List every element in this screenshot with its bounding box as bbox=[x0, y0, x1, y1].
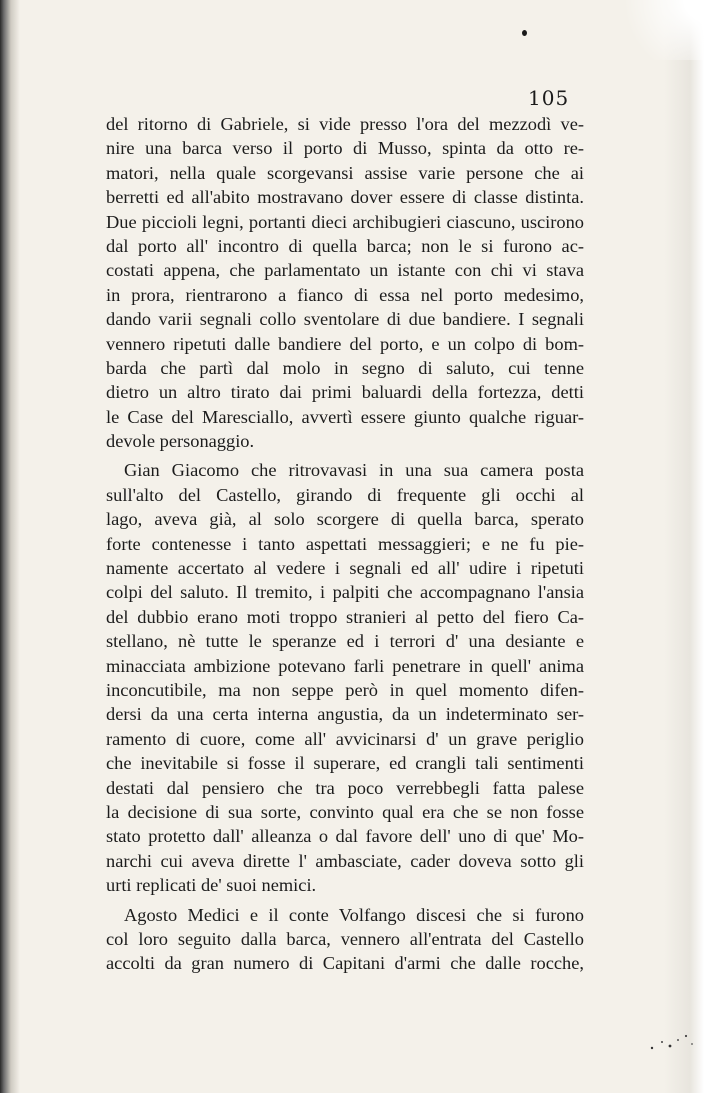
text-line: costati appena, che parlamentato un istante con chi vi stava bbox=[106, 260, 584, 281]
page-corner-highlight bbox=[584, 0, 704, 60]
text-line: la decisione di sua sorte, convinto qual era che se non fosse bbox=[106, 801, 584, 822]
text-line: Due piccioli legni, portanti dieci archibugieri ciascuno, uscirono bbox=[106, 211, 584, 232]
ink-mark bbox=[522, 30, 527, 36]
text-line: del dubbio erano moti troppo stranieri al petto del fiero Ca- bbox=[106, 606, 584, 627]
page-shadow-right bbox=[664, 0, 704, 1093]
text-line: ramento di cuore, come all' avvicinarsi d' un grave periglio bbox=[106, 728, 584, 749]
text-line: berretti ed all'abito mostravano dover essere di classe distinta. bbox=[106, 187, 584, 208]
text-line: dando varii segnali collo sventolare di due bandiere. I segnali bbox=[106, 309, 584, 330]
text-line: stato protetto dall' alleanza o dal favore dell' uno di que' Mo- bbox=[106, 826, 584, 847]
text-line: devole personaggio. bbox=[106, 431, 255, 452]
text-line: barda che partì dal molo in segno di saluto, cui tenne bbox=[106, 357, 584, 378]
paragraph-1 bbox=[106, 112, 584, 453]
text-line: nire una barca verso il porto di Musso, spinta da otto re- bbox=[106, 138, 584, 159]
text-line: dersi da una certa interna angustia, da un indeterminato ser- bbox=[106, 704, 584, 725]
text-line: minacciata ambizione potevano farli penetrare in quell' anima bbox=[106, 655, 584, 676]
text-line: le Case del Maresciallo, avvertì essere giunto qualche riguar- bbox=[106, 406, 584, 427]
text-line: colpi del saluto. Il tremito, i palpiti che accompagnano l'ansia bbox=[106, 582, 584, 603]
text-line: che inevitabile si fosse il superare, ed crangli tali sentimenti bbox=[106, 753, 584, 774]
text-line: matori, nella quale scorgevansi assise varie persone che ai bbox=[106, 162, 584, 183]
text-line: lago, aveva già, al solo scorgere di quella barca, sperato bbox=[106, 509, 584, 530]
page-shadow-left bbox=[0, 0, 20, 1093]
text-line: sull'alto del Castello, girando di frequente gli occhi al bbox=[106, 484, 584, 505]
text-line: vennero ripetuti dalle bandiere del porto, e un colpo di bom- bbox=[106, 333, 584, 354]
text-line: stellano, nè tutte le speranze ed i terrori d' una desiante e bbox=[106, 631, 584, 652]
paragraph-2 bbox=[106, 458, 584, 897]
text-line: Gian Giacomo che ritrovavasi in una sua camera posta bbox=[124, 460, 584, 481]
paper-specks bbox=[640, 1030, 700, 1060]
text-line: del ritorno di Gabriele, si vide presso l'ora del mezzodì ve- bbox=[106, 114, 584, 134]
text-line: inconcutibile, ma non seppe però in quel momento difen- bbox=[106, 679, 584, 700]
text-line: namente accertato al vedere i segnali ed all' udire i ripetuti bbox=[106, 558, 584, 579]
text-line: dal porto all' incontro di quella barca; non le si furono ac- bbox=[106, 235, 584, 256]
paragraph-3 bbox=[106, 903, 584, 976]
page-number: 105 bbox=[528, 86, 570, 110]
text-line: forte contenesse i tanto aspettati messaggieri; e ne fu pie- bbox=[106, 533, 584, 554]
text-line: in prora, rientrarono a fianco di essa nel porto medesimo, bbox=[106, 284, 584, 305]
text-line: accolti da gran numero di Capitani d'armi che dalle rocche, bbox=[106, 953, 584, 974]
page-text bbox=[106, 112, 584, 976]
text-line: destati dal pensiero che tra poco verrebbegli fatta palese bbox=[106, 777, 584, 798]
text-line: col loro seguito dalla barca, vennero all'entrata del Castello bbox=[106, 928, 584, 949]
text-line: Agosto Medici e il conte Volfango discesi che si furono bbox=[124, 904, 584, 925]
text-line: urti replicati de' suoi nemici. bbox=[106, 875, 317, 896]
text-line: narchi cui aveva dirette l' ambasciate, cader doveva sotto gli bbox=[106, 850, 584, 871]
text-line: dietro un altro tirato dai primi baluardi della fortezza, detti bbox=[106, 382, 584, 403]
